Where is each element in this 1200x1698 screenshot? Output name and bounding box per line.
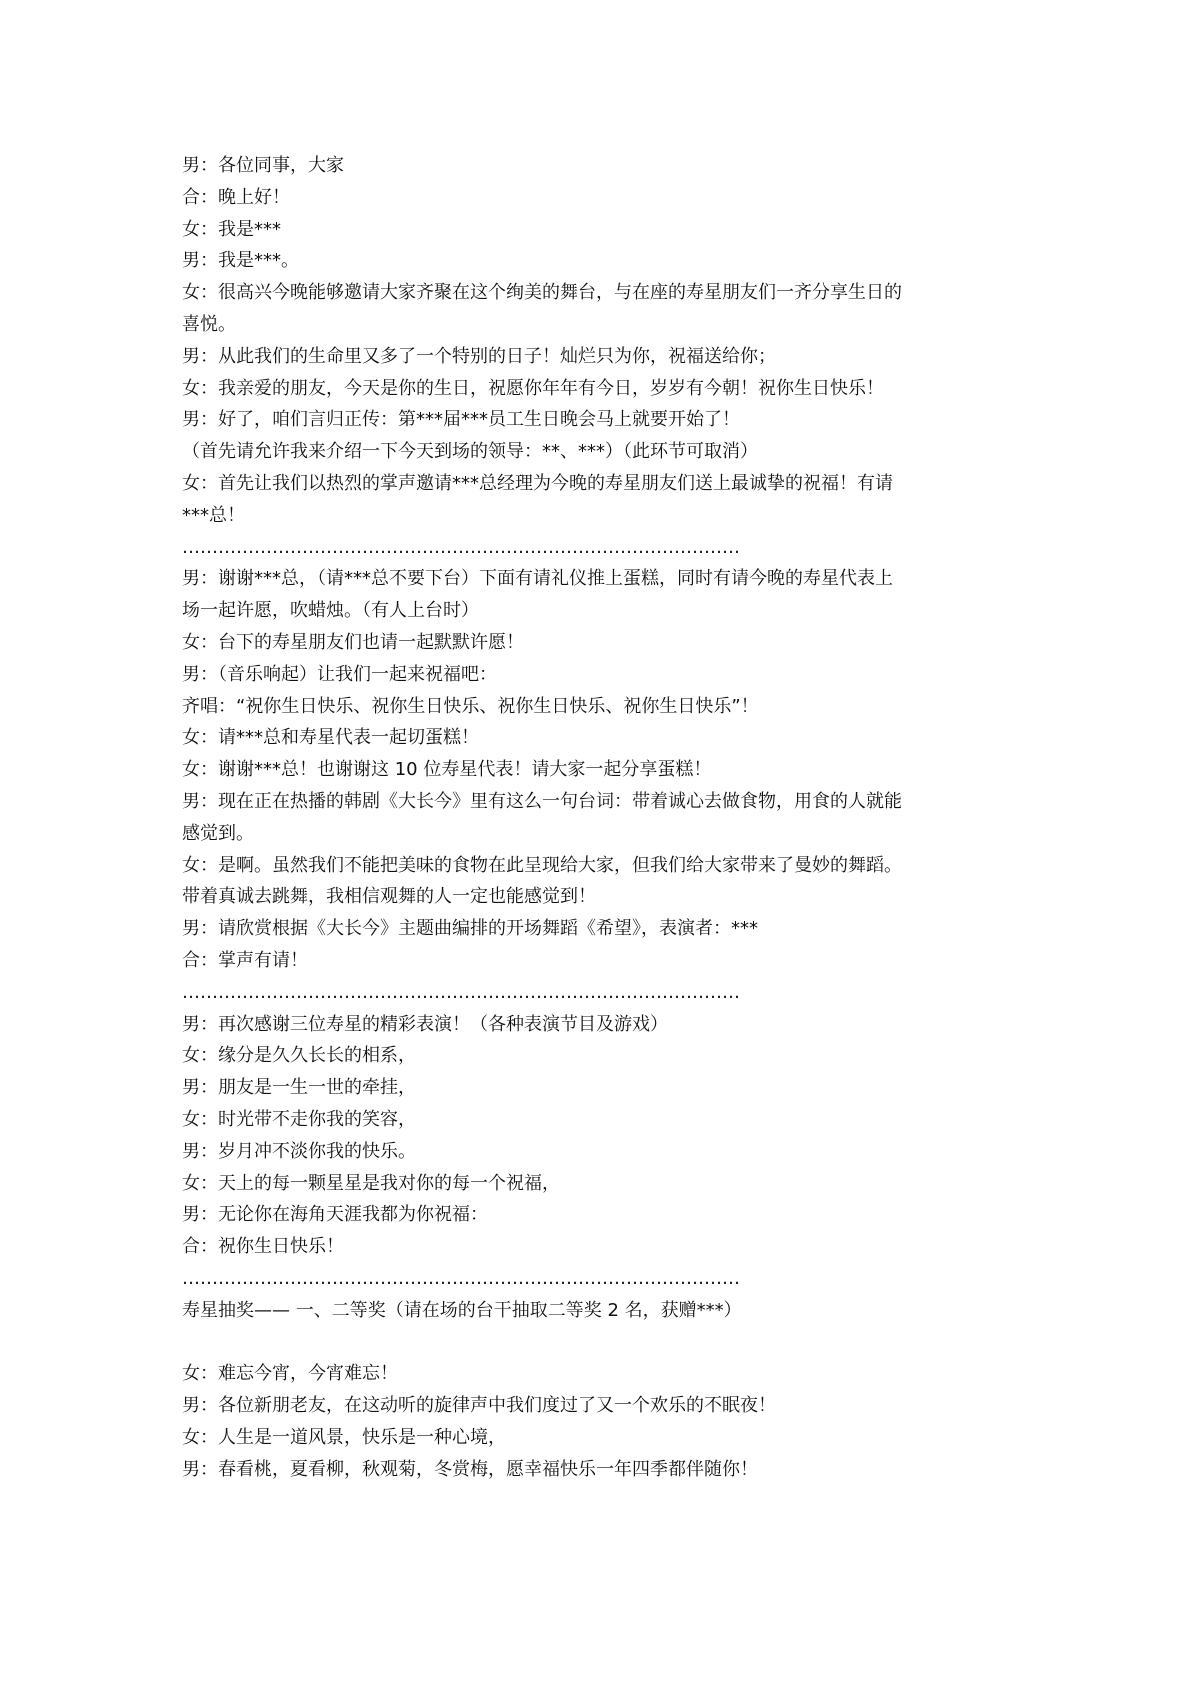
script-line: 男：（音乐响起）让我们一起来祝福吧：: [182, 663, 497, 685]
script-line: 男：春看桃，夏看柳，秋观菊，冬赏梅，愿幸福快乐一年四季都伴随你！: [182, 1458, 758, 1480]
script-line: 男：再次感谢三位寿星的精彩表演！（各种表演节目及游戏）: [182, 1013, 668, 1035]
script-line: 男：朋友是一生一世的牵挂，: [182, 1077, 416, 1099]
script-line: ***总！: [182, 504, 245, 526]
script-line: 场一起许愿，吹蜡烛。（有人上台时）: [182, 600, 479, 622]
script-line: 女：请***总和寿星代表一起切蛋糕！: [182, 727, 479, 749]
script-line: 男：各位新朋老友，在这动听的旋律声中我们度过了又一个欢乐的不眠夜！: [182, 1395, 776, 1417]
script-line: 男：各位同事，大家: [182, 155, 344, 176]
script-line: 女：时光带不走你我的笑容，: [182, 1108, 416, 1130]
blank-line: [182, 1326, 1042, 1358]
script-line: 男：我是***。: [182, 250, 299, 272]
script-line: 喜悦。: [182, 313, 236, 335]
script-line: 齐唱：“祝你生日快乐、祝你生日快乐、祝你生日快乐、祝你生日快乐”！: [182, 695, 759, 717]
script-line: 男：无论你在海角天涯我都为你祝福：: [182, 1204, 488, 1226]
script-line: 女：谢谢***总！也谢谢这 10 位寿星代表！请大家一起分享蛋糕！: [182, 759, 712, 781]
script-line: 男：岁月冲不淡你我的快乐。: [182, 1140, 416, 1162]
script-line: 女：我是***: [182, 218, 281, 240]
script-line: 女：我亲爱的朋友，今天是你的生日，祝愿你年年有今日，岁岁有今朝！祝你生日快乐！: [182, 377, 884, 399]
script-line: 合：祝你生日快乐！: [182, 1236, 344, 1258]
document-body: [182, 150, 1042, 1485]
section-divider: …………………………………………………………………………………: [182, 1267, 740, 1289]
script-line: 男：谢谢***总，（请***总不要下台）下面有请礼仪推上蛋糕，同时有请今晚的寿星代表上: [182, 568, 893, 590]
script-line: 女：人生是一道风景，快乐是一种心境，: [182, 1426, 506, 1448]
script-line: 女：首先让我们以热烈的掌声邀请***总经理为今晚的寿星朋友们送上最诚挚的祝福！有请: [182, 472, 893, 494]
script-line: （首先请允许我来介绍一下今天到场的领导：**、***）（此环节可取消）: [182, 441, 758, 463]
script-line: 女：天上的每一颗星星是我对你的每一个祝福，: [182, 1172, 560, 1194]
script-line: 女：难忘今宵，今宵难忘！: [182, 1363, 398, 1385]
script-line: 女：是啊。虽然我们不能把美味的食物在此呈现给大家，但我们给大家带来了曼妙的舞蹈。: [182, 854, 902, 876]
script-line: 男：现在正在热播的韩剧《大长今》里有这么一句台词：带着诚心去做食物，用食的人就能: [182, 790, 902, 812]
section-divider: …………………………………………………………………………………: [182, 536, 740, 558]
script-line: 寿星抽奖—— 一、二等奖（请在场的台干抽取二等奖 2 名，获赠***）: [182, 1299, 742, 1321]
script-line: 合：晚上好！: [182, 186, 290, 208]
script-line: 带着真诚去跳舞，我相信观舞的人一定也能感觉到！: [182, 886, 596, 908]
section-divider: …………………………………………………………………………………: [182, 981, 740, 1003]
script-line: 男：请欣赏根据《大长今》主题曲编排的开场舞蹈《希望》，表演者：***: [182, 918, 758, 940]
script-line: 男：好了，咱们言归正传：第***届***员工生日晚会马上就要开始了！: [182, 409, 740, 431]
script-line: 合：掌声有请！: [182, 949, 308, 971]
script-line: 女：缘分是久久长长的相系，: [182, 1045, 416, 1067]
script-line: 男：从此我们的生命里又多了一个特别的日子！灿烂只为你，祝福送给你；: [182, 345, 776, 367]
script-line: 女：很高兴今晚能够邀请大家齐聚在这个绚美的舞台，与在座的寿星朋友们一齐分享生日的: [182, 282, 902, 304]
script-line: 感觉到。: [182, 822, 254, 844]
script-line: 女：台下的寿星朋友们也请一起默默许愿！: [182, 631, 524, 653]
